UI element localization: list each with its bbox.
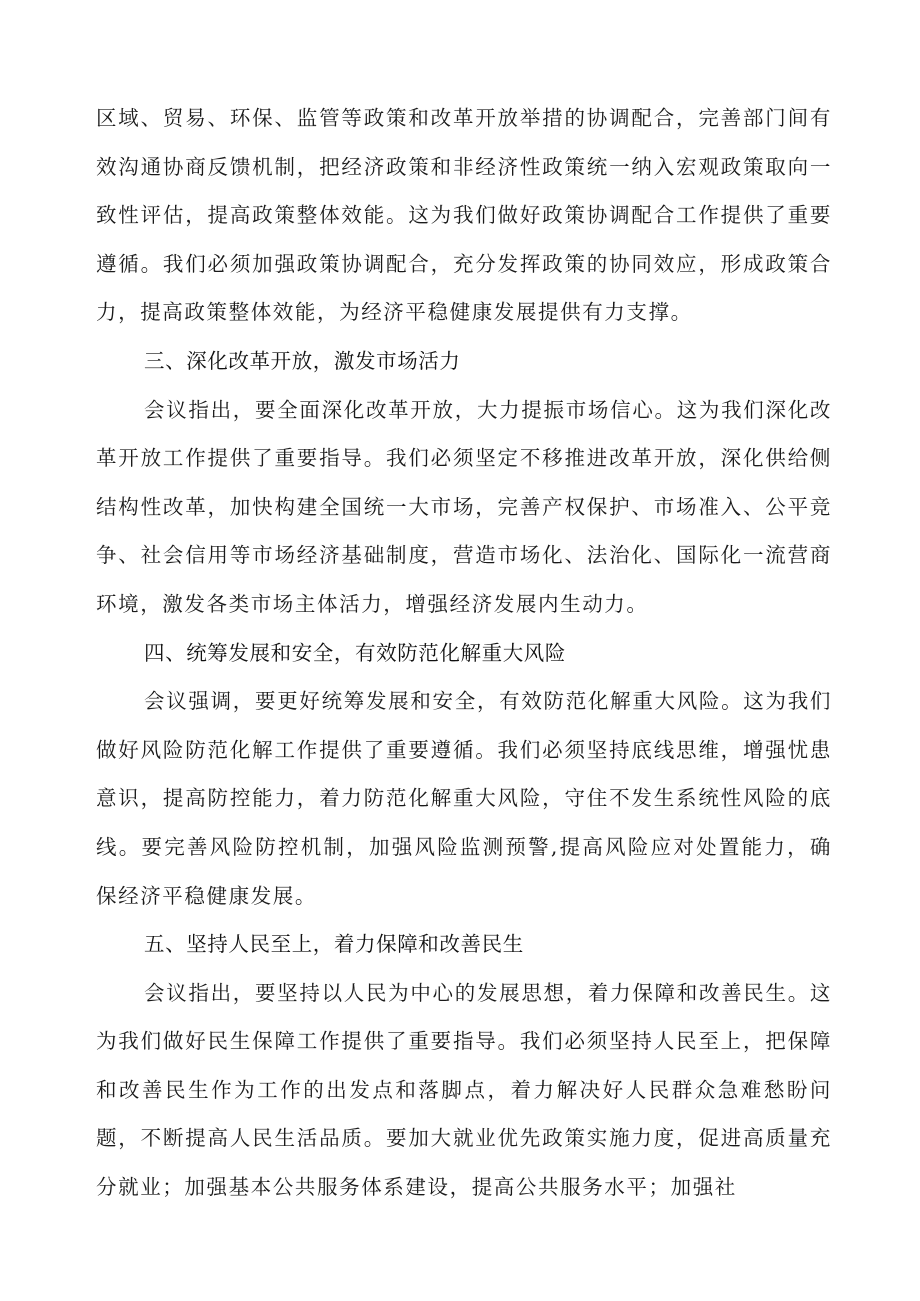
document-body [96, 94, 832, 1212]
paragraph-risk-prevention: 会议强调，要更好统筹发展和安全，有效防范化解重大风险。这为我们做好风险防范化解工作提供了重要遵循。我们必须坚持底线思维，增强忧患意识，提高防控能力，着力防范化解重大风险，守住不发生系统性风险的底线。要完善风险防控机制，加强风险监测预警,提高风险应对处置能力，确保经济平稳健康发展。 [96, 689, 832, 908]
section-heading-3: 三、深化改革开放，激发市场活力 [144, 348, 461, 373]
paragraph-people-livelihood: 会议指出，要坚持以人民为中心的发展思想，着力保障和改善民生。这为我们做好民生保障工作提供了重要指导。我们必须坚持人民至上，把保障和改善民生作为工作的出发点和落脚点，着力解决好人民群众急难愁盼问题，不断提高人民生活品质。要加大就业优先政策实施力度，促进高质量充分就业；加强基本公共服务体系建设，提高公共服务水平；加强社 [96, 980, 832, 1200]
section-heading-4: 四、统筹发展和安全，有效防范化解重大风险 [144, 640, 566, 665]
paragraph-policy-coordination: 区域、贸易、环保、监管等政策和改革开放举措的协调配合，完善部门间有效沟通协商反馈机制，把经济政策和非经济性政策统一纳入宏观政策取向一致性评估，提高政策整体效能。这为我们做好政策协调配合工作提供了重要遵循。我们必须加强政策协调配合，充分发挥政策的协同效应，形成政策合力，提高政策整体效能，为经济平稳健康发展提供有力支撑。 [96, 106, 832, 325]
section-heading-5: 五、坚持人民至上，着力保障和改善民生 [144, 932, 524, 957]
paragraph-reform-opening: 会议指出，要全面深化改革开放，大力提振市场信心。这为我们深化改革开放工作提供了重要指导。我们必须坚定不移推进改革开放，深化供给侧结构性改革，加快构建全国统一大市场，完善产权保护、市场准入、公平竞争、社会信用等市场经济基础制度，营造市场化、法治化、国际化一流营商环境，激发各类市场主体活力，增强经济发展内生动力。 [96, 397, 832, 616]
